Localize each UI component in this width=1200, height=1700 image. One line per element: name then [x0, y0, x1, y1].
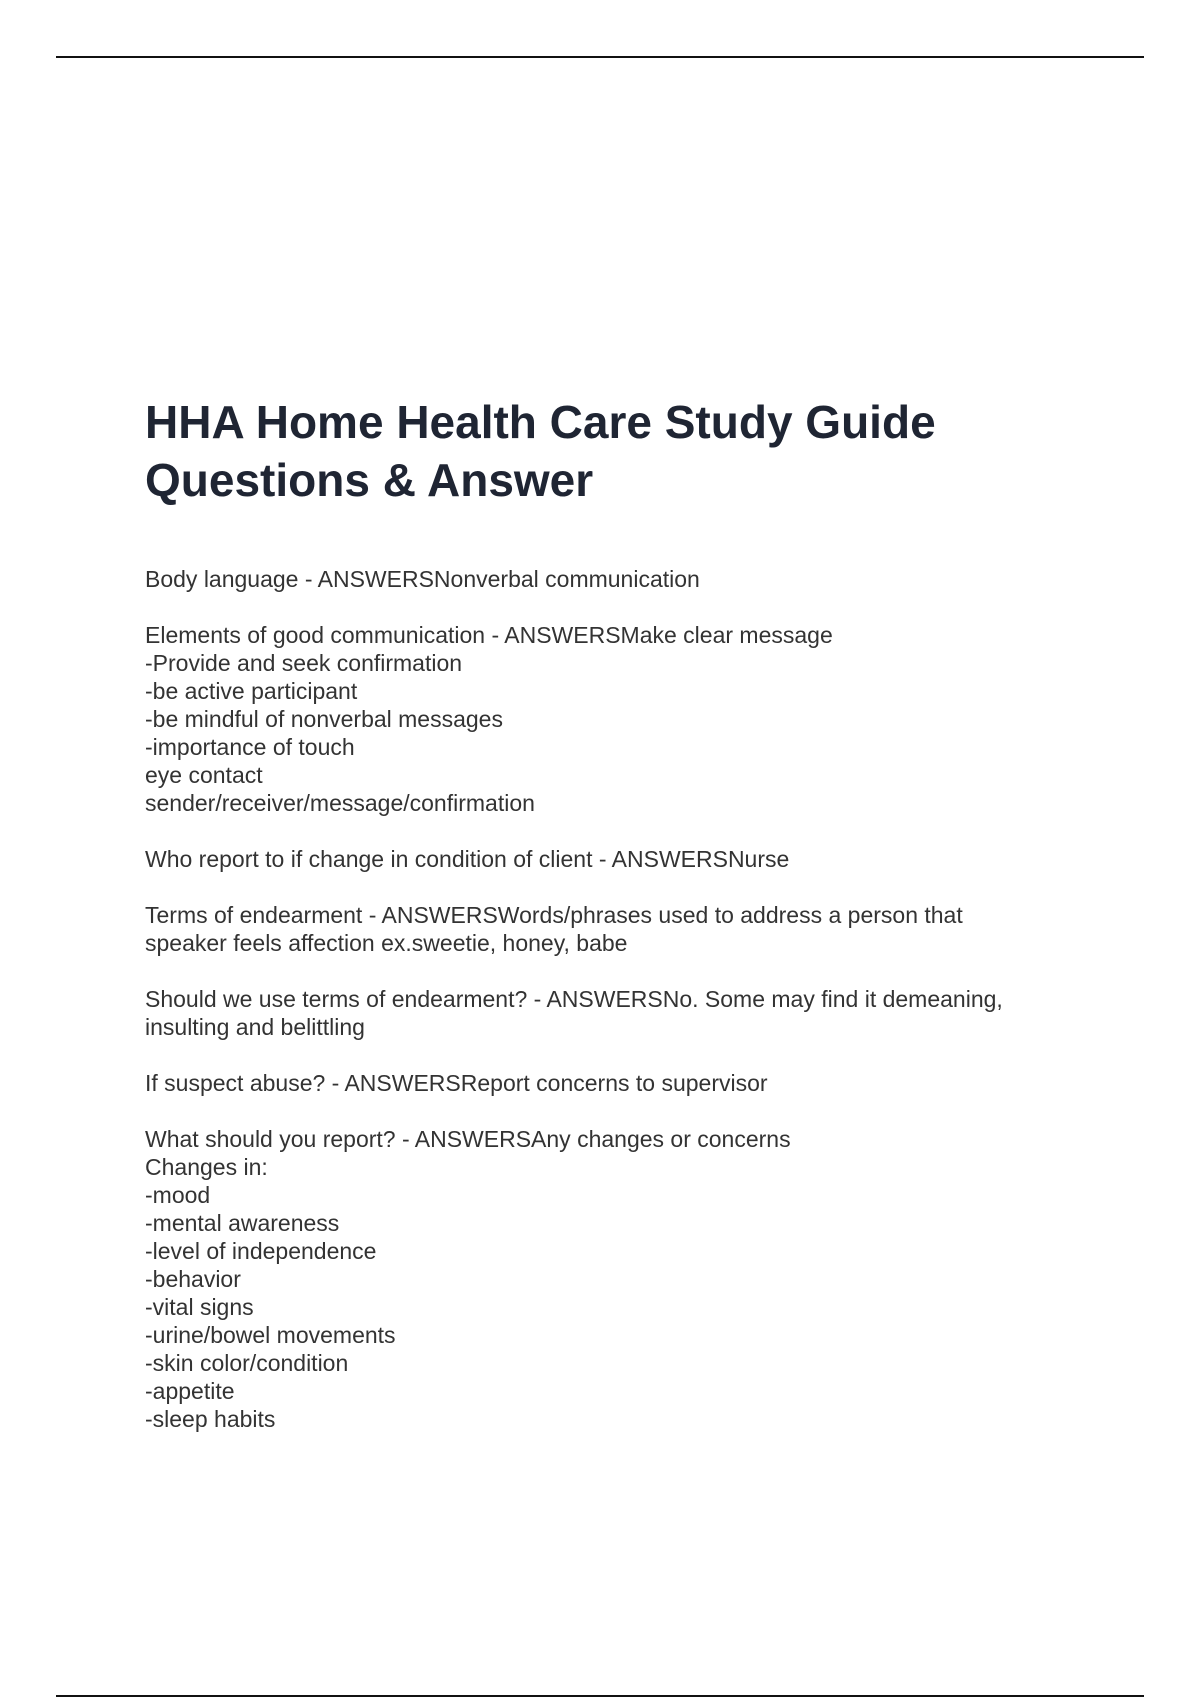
- qa-answer-line: -mental awareness: [145, 1210, 340, 1236]
- qa-answer-line: -appetite: [145, 1378, 235, 1404]
- qa-item: [145, 1069, 1075, 1097]
- bottom-divider: [56, 1695, 1144, 1697]
- qa-answer-line: sender/receiver/message/confirmation: [145, 790, 535, 816]
- qa-answer-line: -behavior: [145, 1266, 241, 1292]
- qa-item: [145, 621, 1075, 817]
- qa-answer-line: -vital signs: [145, 1294, 254, 1320]
- qa-answer-line: -be active participant: [145, 678, 358, 704]
- qa-item: [145, 985, 1075, 1041]
- qa-answer-line: speaker feels affection ex.sweetie, honey, babe: [145, 930, 628, 956]
- qa-item: [145, 901, 1075, 957]
- qa-answer-line: -skin color/condition: [145, 1350, 349, 1376]
- document-title: [145, 393, 1075, 509]
- qa-item: [145, 845, 1075, 873]
- document-body: [145, 393, 1075, 1461]
- qa-answer-line: -Provide and seek confirmation: [145, 650, 463, 676]
- qa-answer-line: -mood: [145, 1182, 211, 1208]
- qa-question-line: Who report to if change in condition of client - ANSWERSNurse: [145, 846, 790, 872]
- qa-question-line: Body language - ANSWERSNonverbal communication: [145, 566, 700, 592]
- qa-answer-line: -urine/bowel movements: [145, 1322, 396, 1348]
- title-line-1: HHA Home Health Care Study Guide: [145, 396, 936, 448]
- qa-answer-line: Changes in:: [145, 1154, 268, 1180]
- qa-list: [145, 565, 1075, 1433]
- qa-answer-line: -be mindful of nonverbal messages: [145, 706, 503, 732]
- qa-answer-line: -importance of touch: [145, 734, 355, 760]
- qa-question-line: What should you report? - ANSWERSAny changes or concerns: [145, 1126, 791, 1152]
- qa-question-line: If suspect abuse? - ANSWERSReport concerns to supervisor: [145, 1070, 768, 1096]
- qa-question-line: Terms of endearment - ANSWERSWords/phrases used to address a person that: [145, 902, 963, 928]
- title-line-2: Questions & Answer: [145, 454, 594, 506]
- qa-answer-line: -sleep habits: [145, 1406, 276, 1432]
- top-divider: [56, 56, 1144, 58]
- qa-item: [145, 1125, 1075, 1433]
- qa-item: [145, 565, 1075, 593]
- qa-answer-line: -level of independence: [145, 1238, 377, 1264]
- qa-answer-line: insulting and belittling: [145, 1014, 365, 1040]
- qa-question-line: Should we use terms of endearment? - ANSWERSNo. Some may find it demeaning,: [145, 986, 1003, 1012]
- qa-question-line: Elements of good communication - ANSWERSMake clear message: [145, 622, 833, 648]
- qa-answer-line: eye contact: [145, 762, 263, 788]
